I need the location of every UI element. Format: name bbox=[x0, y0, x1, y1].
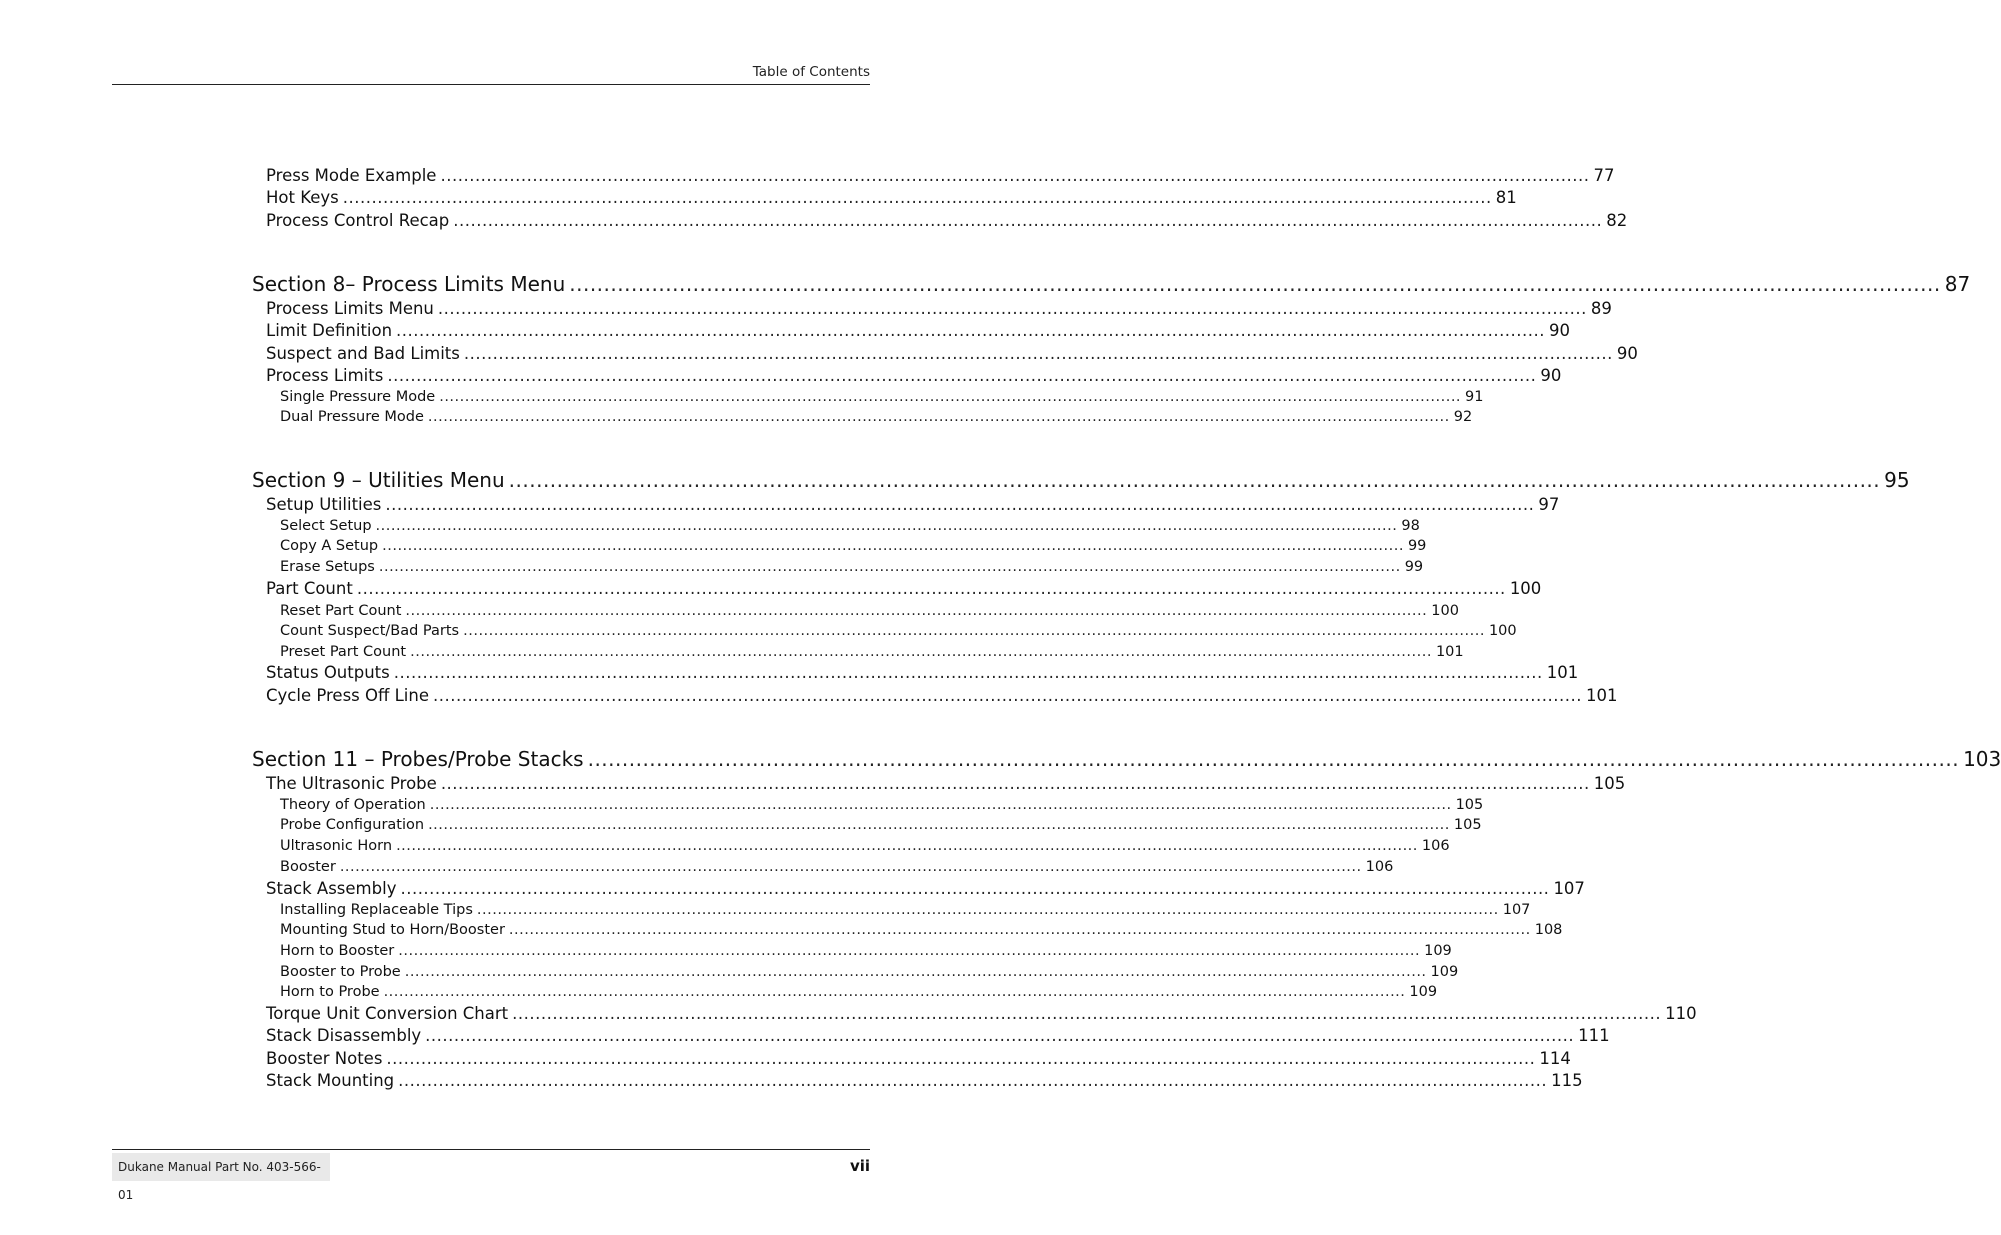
dot-leader: ........................................................................................................................................................................................................ bbox=[463, 623, 1485, 639]
toc-entry[interactable] bbox=[280, 623, 1517, 643]
toc-entry-page: 106 bbox=[1365, 859, 1394, 875]
dot-leader: ........................................................................................................................................................................................................ bbox=[410, 644, 1432, 660]
toc-entry-page: 107 bbox=[1553, 879, 1585, 898]
toc-entry[interactable] bbox=[280, 943, 1452, 963]
toc-entry-title: Status Outputs bbox=[266, 663, 390, 682]
toc-entry-title: Select Setup bbox=[280, 518, 372, 534]
toc-section-entry[interactable] bbox=[252, 747, 2001, 773]
toc-entry-page: 90 bbox=[1549, 321, 1571, 340]
toc-entry-title: Process Limits Menu bbox=[266, 299, 434, 318]
toc-entry[interactable] bbox=[280, 644, 1464, 664]
toc-entry-page: 90 bbox=[1540, 366, 1562, 385]
toc-entry-title: Process Control Recap bbox=[266, 211, 450, 230]
toc-entry-title: Theory of Operation bbox=[280, 797, 426, 813]
toc-entry-page: 100 bbox=[1431, 603, 1459, 619]
toc-entry-page: 106 bbox=[1421, 838, 1450, 854]
toc-entry-title: Part Count bbox=[266, 579, 353, 598]
running-header: Table of Contents bbox=[752, 64, 870, 80]
toc-entry-page: 109 bbox=[1424, 943, 1452, 959]
dot-leader: ........................................................................................................................................................................................................ bbox=[342, 188, 1492, 207]
toc-entry[interactable] bbox=[266, 344, 1638, 366]
toc-entry-page: 108 bbox=[1534, 922, 1563, 938]
dot-leader: ........................................................................................................................................................................................................ bbox=[386, 1049, 1536, 1068]
dot-leader: ........................................................................................................................................................................................................ bbox=[508, 468, 1881, 492]
toc-entry[interactable] bbox=[280, 538, 1427, 558]
toc-entry-title: Stack Assembly bbox=[266, 879, 397, 898]
toc-entry-page: 91 bbox=[1465, 389, 1484, 405]
toc-entry-title: Dual Pressure Mode bbox=[280, 409, 424, 425]
toc-entry-page: 92 bbox=[1453, 409, 1473, 425]
toc-entry-title: Booster Notes bbox=[266, 1049, 383, 1068]
toc-entry[interactable] bbox=[280, 797, 1484, 817]
toc-entry[interactable] bbox=[280, 922, 1563, 942]
toc-entry[interactable] bbox=[280, 518, 1420, 538]
footer-divider bbox=[112, 1149, 870, 1150]
toc-section-entry[interactable] bbox=[252, 468, 1910, 494]
dot-leader: ........................................................................................................................................................................................................ bbox=[425, 1026, 1575, 1045]
toc-entry[interactable] bbox=[280, 984, 1438, 1004]
footer-page-number: vii bbox=[849, 1157, 870, 1175]
toc-entry-title: Suspect and Bad Limits bbox=[266, 344, 460, 363]
dot-leader: ........................................................................................................................................................................................................ bbox=[382, 538, 1404, 554]
dot-leader: ........................................................................................................................................................................................................ bbox=[400, 879, 1550, 898]
toc-entry[interactable] bbox=[266, 1049, 1571, 1071]
dot-leader: ........................................................................................................................................................................................................ bbox=[383, 984, 1406, 1000]
dot-leader: ........................................................................................................................................................................................................ bbox=[476, 902, 1499, 918]
toc-entry[interactable] bbox=[280, 559, 1424, 579]
dot-leader: ........................................................................................................................................................................................................ bbox=[429, 797, 1452, 813]
toc-entry-page: 105 bbox=[1593, 774, 1626, 793]
dot-leader: ........................................................................................................................................................................................................ bbox=[385, 495, 1535, 514]
toc-entry[interactable] bbox=[266, 188, 1517, 210]
toc-entry[interactable] bbox=[280, 817, 1482, 837]
toc-entry[interactable] bbox=[280, 964, 1459, 984]
toc-entry-title: Process Limits bbox=[266, 366, 384, 385]
toc-entry[interactable] bbox=[266, 579, 1542, 601]
toc-entry[interactable] bbox=[280, 603, 1459, 623]
toc-entry-title: Reset Part Count bbox=[280, 603, 402, 619]
dot-leader: ........................................................................................................................................................................................................ bbox=[587, 747, 1960, 771]
toc-entry-title: The Ultrasonic Probe bbox=[266, 774, 437, 793]
toc-entry-page: 99 bbox=[1404, 559, 1424, 575]
dot-leader: ........................................................................................................................................................................................................ bbox=[439, 389, 1462, 405]
toc-entry[interactable] bbox=[266, 299, 1612, 321]
toc-entry-title: Limit Definition bbox=[266, 321, 393, 340]
dot-leader: ........................................................................................................................................................................................................ bbox=[396, 321, 1546, 340]
toc-entry-page: 90 bbox=[1616, 344, 1638, 363]
dot-leader: ........................................................................................................................................................................................................ bbox=[569, 272, 1941, 296]
toc-entry[interactable] bbox=[266, 495, 1560, 517]
toc-entry-title: Booster to Probe bbox=[280, 964, 401, 980]
toc-entry-title: Probe Configuration bbox=[280, 817, 425, 833]
toc-entry[interactable] bbox=[280, 389, 1484, 409]
dot-leader: ........................................................................................................................................................................................................ bbox=[398, 943, 1421, 959]
toc-entry-page: 98 bbox=[1401, 518, 1420, 534]
toc-entry-page: 107 bbox=[1502, 902, 1531, 918]
toc-entry-page: 99 bbox=[1407, 538, 1427, 554]
dot-leader: ........................................................................................................................................................................................................ bbox=[440, 166, 1590, 185]
dot-leader: ........................................................................................................................................................................................................ bbox=[508, 922, 1531, 938]
toc-entry-page: 100 bbox=[1488, 623, 1517, 639]
toc-entry-page: 109 bbox=[1430, 964, 1459, 980]
toc-entry-title: Count Suspect/Bad Parts bbox=[280, 623, 460, 639]
toc-entry[interactable] bbox=[266, 774, 1626, 796]
toc-entry-title: Cycle Press Off Line bbox=[266, 686, 429, 705]
toc-entry[interactable] bbox=[266, 166, 1615, 188]
dot-leader: ........................................................................................................................................................................................................ bbox=[437, 299, 1587, 318]
toc-entry[interactable] bbox=[266, 1026, 1610, 1048]
dot-leader: ........................................................................................................................................................................................................ bbox=[463, 344, 1613, 363]
toc-entry-title: Erase Setups bbox=[280, 559, 375, 575]
toc-entry-page: 111 bbox=[1578, 1026, 1610, 1045]
dot-leader: ........................................................................................................................................................................................................ bbox=[440, 774, 1590, 793]
toc-entry-page: 115 bbox=[1551, 1071, 1583, 1090]
toc-entry-page: 87 bbox=[1944, 272, 1971, 296]
toc-entry-title: Hot Keys bbox=[266, 188, 339, 207]
toc-entry-page: 114 bbox=[1539, 1049, 1571, 1068]
toc-entry[interactable] bbox=[280, 902, 1531, 922]
toc-entry-page: 95 bbox=[1884, 468, 1910, 492]
toc-entry[interactable] bbox=[266, 879, 1585, 901]
toc-entry-page: 81 bbox=[1495, 188, 1517, 207]
dot-leader: ........................................................................................................................................................................................................ bbox=[427, 409, 1450, 425]
toc-entry[interactable] bbox=[266, 1004, 1697, 1026]
toc-entry[interactable] bbox=[280, 409, 1473, 429]
toc-entry-page: 101 bbox=[1585, 686, 1618, 705]
toc-entry-title: Section 8– Process Limits Menu bbox=[252, 272, 566, 296]
toc-entry[interactable] bbox=[266, 686, 1618, 708]
toc-entry[interactable] bbox=[266, 1071, 1583, 1093]
toc-entry-title: Preset Part Count bbox=[280, 644, 407, 660]
toc-entry[interactable] bbox=[280, 838, 1450, 858]
dot-leader: ........................................................................................................................................................................................................ bbox=[356, 579, 1506, 598]
toc-entry-title: Installing Replaceable Tips bbox=[280, 902, 473, 918]
dot-leader: ........................................................................................................................................................................................................ bbox=[398, 1071, 1548, 1090]
dot-leader: ........................................................................................................................................................................................................ bbox=[512, 1004, 1662, 1023]
toc-entry-title: Section 9 – Utilities Menu bbox=[252, 468, 505, 492]
toc-entry[interactable] bbox=[280, 859, 1394, 879]
toc-entry-title: Horn to Probe bbox=[280, 984, 380, 1000]
toc-entry-title: Single Pressure Mode bbox=[280, 389, 436, 405]
toc-entry-page: 100 bbox=[1509, 579, 1542, 598]
toc-entry-title: Ultrasonic Horn bbox=[280, 838, 393, 854]
dot-leader: ........................................................................................................................................................................................................ bbox=[433, 686, 1582, 705]
toc-entry-title: Section 11 – Probes/Probe Stacks bbox=[252, 747, 584, 771]
toc-entry-page: 89 bbox=[1590, 299, 1612, 318]
toc-entry-page: 110 bbox=[1665, 1004, 1697, 1023]
toc-entry-title: Mounting Stud to Horn/Booster bbox=[280, 922, 505, 938]
dot-leader: ........................................................................................................................................................................................................ bbox=[339, 859, 1362, 875]
toc-entry-title: Torque Unit Conversion Chart bbox=[266, 1004, 509, 1023]
toc-entry[interactable] bbox=[266, 366, 1562, 388]
toc-entry-title: Horn to Booster bbox=[280, 943, 395, 959]
toc-entry-title: Press Mode Example bbox=[266, 166, 437, 185]
toc-entry-page: 101 bbox=[1546, 663, 1579, 682]
dot-leader: ........................................................................................................................................................................................................ bbox=[387, 366, 1537, 385]
dot-leader: ........................................................................................................................................................................................................ bbox=[405, 603, 1428, 619]
toc-entry-page: 101 bbox=[1435, 644, 1464, 660]
toc-entry-page: 105 bbox=[1455, 797, 1484, 813]
dot-leader: ........................................................................................................................................................................................................ bbox=[453, 211, 1603, 230]
dot-leader: ........................................................................................................................................................................................................ bbox=[404, 964, 1427, 980]
toc-entry-title: Stack Disassembly bbox=[266, 1026, 422, 1045]
dot-leader: ........................................................................................................................................................................................................ bbox=[393, 663, 1543, 682]
header-divider bbox=[112, 84, 870, 85]
toc-entry-title: Setup Utilities bbox=[266, 495, 382, 514]
dot-leader: ........................................................................................................................................................................................................ bbox=[396, 838, 1418, 854]
toc-entry[interactable] bbox=[266, 663, 1579, 685]
toc-entry-title: Booster bbox=[280, 859, 336, 875]
toc-entry-page: 77 bbox=[1593, 166, 1615, 185]
toc-entry-page: 109 bbox=[1409, 984, 1438, 1000]
footer-part-number: Dukane Manual Part No. 403-566-01 bbox=[112, 1153, 330, 1181]
toc-section-entry[interactable] bbox=[252, 272, 1971, 298]
toc-entry-page: 97 bbox=[1538, 495, 1560, 514]
toc-entry-page: 103 bbox=[1963, 747, 2001, 771]
toc-entry[interactable] bbox=[266, 321, 1571, 343]
toc-entry-title: Stack Mounting bbox=[266, 1071, 395, 1090]
toc-entry-page: 82 bbox=[1606, 211, 1628, 230]
toc-entry-title: Copy A Setup bbox=[280, 538, 379, 554]
dot-leader: ........................................................................................................................................................................................................ bbox=[375, 518, 1398, 534]
dot-leader: ........................................................................................................................................................................................................ bbox=[428, 817, 1450, 833]
dot-leader: ........................................................................................................................................................................................................ bbox=[378, 559, 1401, 575]
toc-entry[interactable] bbox=[266, 211, 1628, 233]
toc-entry-page: 105 bbox=[1453, 817, 1482, 833]
